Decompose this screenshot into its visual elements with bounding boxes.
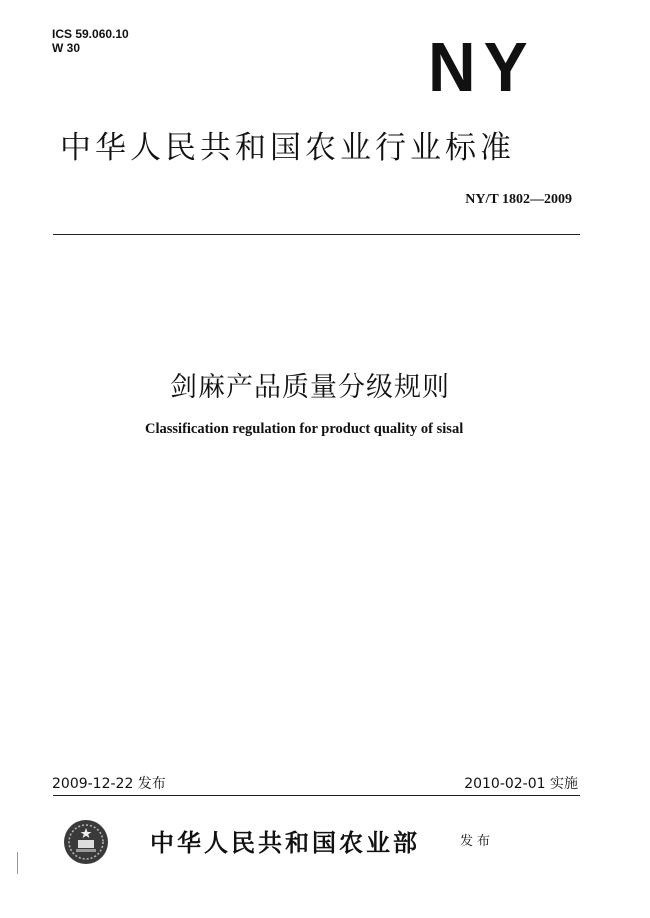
class-code: W 30 — [52, 41, 81, 55]
ics-code: ICS 59.060.10 — [52, 27, 129, 41]
ics-classification — [52, 27, 129, 55]
issue-date: 2009-12-22 发布 — [52, 776, 166, 792]
top-divider — [53, 234, 580, 235]
document-title-en: Classification regulation for product quality of sisal — [145, 421, 464, 437]
standard-category-title: 中华人民共和国农业行业标准 — [60, 130, 515, 166]
standard-number: NY/T 1802—2009 — [465, 192, 572, 207]
ny-logo: NY — [428, 28, 536, 106]
publish-label: 发布 — [460, 834, 495, 849]
edge-mark — [17, 852, 18, 874]
implementation-date: 2010-02-01 实施 — [464, 776, 578, 792]
publisher-name: 中华人民共和国农业部 — [150, 828, 420, 857]
document-title-cn: 剑麻产品质量分级规则 — [170, 372, 450, 403]
national-emblem-icon — [62, 818, 110, 866]
bottom-divider — [53, 795, 580, 796]
